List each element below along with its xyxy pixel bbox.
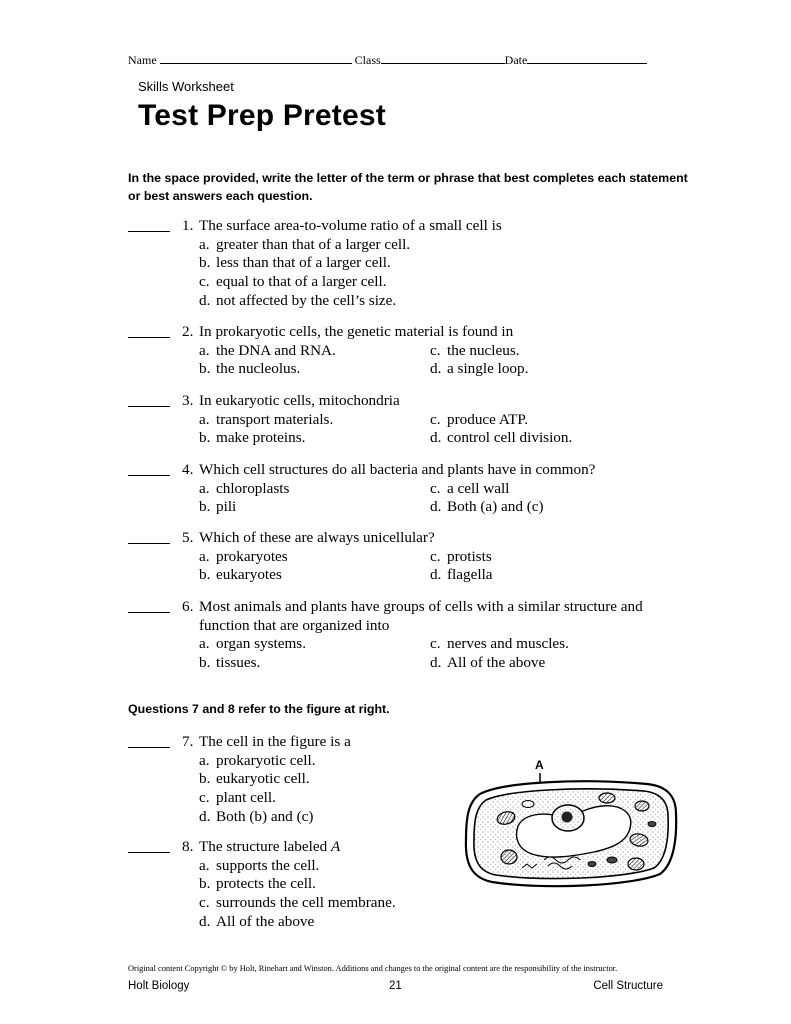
- question-stem-line: [128, 529, 688, 548]
- name-label: Name: [128, 53, 157, 67]
- question-number: 8.: [182, 838, 194, 855]
- question-text-content: function that are organized into: [199, 616, 390, 634]
- option-row: [128, 498, 688, 517]
- figure-note: Questions 7 and 8 refer to the figure at right.: [128, 702, 390, 716]
- option-row: [128, 411, 688, 430]
- option-text: a cell wall: [447, 479, 510, 497]
- option-text: produce ATP.: [447, 410, 528, 428]
- answer-blank[interactable]: [128, 838, 170, 853]
- question-text: [199, 461, 595, 480]
- answer-option: [430, 498, 544, 517]
- option-row: [128, 360, 688, 379]
- question-6: [128, 598, 688, 673]
- option-text: nerves and muscles.: [447, 635, 569, 653]
- answer-option: [199, 808, 313, 827]
- answer-option: [199, 498, 236, 517]
- option-letter: d.: [430, 498, 442, 516]
- answer-option: [199, 789, 276, 808]
- option-row: [128, 894, 688, 913]
- answer-option: [430, 411, 528, 430]
- option-text: make proteins.: [216, 429, 306, 447]
- date-label: Date: [504, 53, 528, 67]
- option-letter: a.: [199, 635, 210, 653]
- option-text: Both (b) and (c): [216, 807, 314, 825]
- option-text: organ systems.: [216, 635, 306, 653]
- question-text-content: The cell in the figure is a: [199, 733, 351, 750]
- option-letter: b.: [199, 429, 211, 447]
- plant-cell-illustration: [462, 756, 684, 892]
- option-row: [128, 635, 688, 654]
- answer-blank[interactable]: [128, 217, 170, 232]
- answer-option: [430, 566, 493, 585]
- question-4: [128, 461, 688, 517]
- question-2: [128, 323, 688, 379]
- option-text: protects the cell.: [216, 875, 316, 893]
- question-text: [199, 529, 435, 548]
- question-text-content: In prokaryotic cells, the genetic material is found in: [199, 323, 514, 340]
- option-text: greater than that of a larger cell.: [216, 235, 411, 253]
- question-stem-line: [128, 733, 688, 752]
- option-row: [128, 429, 688, 448]
- answer-option: [430, 360, 528, 379]
- answer-option: [199, 236, 410, 255]
- option-text: chloroplasts: [216, 479, 290, 497]
- answer-option: [199, 770, 310, 789]
- question-text-content: Which of these are always unicellular?: [199, 529, 435, 546]
- option-text: supports the cell.: [216, 856, 320, 874]
- answer-option: [430, 548, 492, 567]
- question-number: 7.: [182, 733, 194, 750]
- answer-option: [430, 480, 509, 499]
- option-text: prokaryotic cell.: [216, 751, 316, 769]
- answer-option: [199, 875, 316, 894]
- question-text: [199, 838, 340, 857]
- option-text: transport materials.: [216, 410, 334, 428]
- option-text: the nucleus.: [447, 341, 520, 359]
- italic-term: A: [331, 838, 341, 855]
- option-row: [128, 480, 688, 499]
- copyright-notice: Original content Copyright © by Holt, Rinehart and Winston. Additions and changes to the original content are the responsibility of the instructor.: [128, 964, 618, 973]
- option-letter: c.: [430, 635, 441, 653]
- class-label: Class: [354, 53, 381, 67]
- instructions: In the space provided, write the letter of the term or phrase that best completes each statement or best answers each question.: [128, 171, 688, 203]
- question-stem-line: [128, 323, 688, 342]
- question-text: [199, 733, 351, 752]
- worksheet-type: Skills Worksheet: [138, 79, 234, 94]
- option-text: Both (a) and (c): [447, 498, 544, 516]
- option-row: [128, 566, 688, 585]
- question-3: [128, 392, 688, 448]
- answer-option: [199, 429, 305, 448]
- option-text: All of the above: [216, 912, 315, 930]
- question-number: 4.: [182, 461, 194, 478]
- answer-blank[interactable]: [128, 529, 170, 544]
- option-letter: b.: [199, 875, 211, 893]
- option-text: plant cell.: [216, 789, 276, 807]
- option-row: [128, 342, 688, 361]
- option-text: the nucleolus.: [216, 360, 301, 378]
- option-text: eukaryotic cell.: [216, 770, 310, 788]
- answer-option: [199, 894, 396, 913]
- option-letter: d.: [199, 807, 211, 825]
- option-row: [128, 292, 688, 311]
- option-text: not affected by the cell’s size.: [216, 291, 397, 309]
- question-5: [128, 529, 688, 585]
- option-letter: d.: [199, 291, 211, 309]
- question-text-content: The structure labeled: [199, 838, 331, 855]
- page-title: Test Prep Pretest: [138, 99, 386, 132]
- answer-option: [430, 654, 545, 673]
- option-letter: d.: [430, 654, 442, 672]
- answer-option: [199, 566, 282, 585]
- name-blank[interactable]: [160, 52, 352, 64]
- option-letter: a.: [199, 479, 210, 497]
- question-text-content: The surface area-to-volume ratio of a small cell is: [199, 217, 502, 234]
- answer-option: [199, 342, 336, 361]
- question-1: [128, 217, 688, 310]
- question-text-content: In eukaryotic cells, mitochondria: [199, 392, 400, 409]
- plant-cell-figure: [462, 756, 684, 892]
- option-letter: b.: [199, 566, 211, 584]
- option-letter: a.: [199, 856, 210, 874]
- question-stem-line: [128, 217, 688, 236]
- answer-option: [199, 480, 289, 499]
- option-letter: a.: [199, 235, 210, 253]
- option-text: prokaryotes: [216, 547, 288, 565]
- option-letter: b.: [199, 360, 211, 378]
- answer-option: [199, 254, 391, 273]
- answer-option: [430, 342, 520, 361]
- answer-option: [199, 913, 314, 932]
- option-row: [128, 273, 688, 292]
- question-number: 6.: [182, 598, 194, 615]
- question-stem-line: [128, 598, 688, 617]
- option-row: [128, 236, 688, 255]
- option-row: [128, 913, 688, 932]
- answer-option: [430, 429, 572, 448]
- question-stem-line: [128, 392, 688, 411]
- answer-option: [430, 635, 569, 654]
- option-letter: a.: [199, 751, 210, 769]
- question-number: 1.: [182, 217, 194, 234]
- option-letter: c.: [430, 341, 441, 359]
- option-text: flagella: [447, 566, 493, 584]
- name-class-date-line: [128, 52, 647, 68]
- option-letter: c.: [199, 894, 210, 912]
- option-letter: b.: [199, 254, 211, 272]
- option-letter: a.: [199, 410, 210, 428]
- question-text: [199, 392, 400, 411]
- option-text: equal to that of a larger cell.: [216, 273, 387, 291]
- option-text: surrounds the cell membrane.: [216, 894, 396, 912]
- answer-blank[interactable]: [128, 733, 170, 748]
- option-letter: c.: [430, 479, 441, 497]
- question-text: [199, 323, 513, 342]
- option-letter: a.: [199, 341, 210, 359]
- option-text: pili: [216, 498, 237, 516]
- option-letter: b.: [199, 770, 211, 788]
- question-stem-line: [128, 461, 688, 480]
- date-blank[interactable]: [527, 52, 647, 64]
- question-text-content: Most animals and plants have groups of cells with a similar structure and: [199, 598, 643, 615]
- answer-option: [199, 857, 319, 876]
- option-text: tissues.: [216, 654, 261, 672]
- option-text: a single loop.: [447, 360, 529, 378]
- answer-option: [199, 273, 387, 292]
- option-text: the DNA and RNA.: [216, 341, 336, 359]
- answer-blank[interactable]: [128, 461, 170, 476]
- answer-option: [199, 411, 333, 430]
- option-text: eukaryotes: [216, 566, 282, 584]
- question-number: 5.: [182, 529, 194, 546]
- option-text: protists: [447, 547, 492, 565]
- option-row: [128, 254, 688, 273]
- option-letter: c.: [430, 547, 441, 565]
- answer-option: [199, 635, 306, 654]
- option-row: [128, 548, 688, 567]
- option-text: control cell division.: [447, 429, 573, 447]
- option-letter: d.: [430, 429, 442, 447]
- option-letter: c.: [199, 273, 210, 291]
- option-letter: d.: [430, 360, 442, 378]
- question-number: 2.: [182, 323, 194, 340]
- page-number: 21: [389, 980, 402, 992]
- nucleolus: [562, 812, 573, 823]
- question-stem-line: [128, 617, 688, 636]
- option-letter: b.: [199, 654, 211, 672]
- option-letter: a.: [199, 547, 210, 565]
- question-text-content: Which cell structures do all bacteria and plants have in common?: [199, 461, 596, 478]
- answer-blank[interactable]: [128, 392, 170, 407]
- option-text: All of the above: [447, 654, 546, 672]
- footer-chapter-title: Cell Structure: [593, 980, 663, 992]
- answer-blank[interactable]: [128, 598, 170, 613]
- question-text: [199, 598, 643, 617]
- option-letter: c.: [199, 789, 210, 807]
- figure-label-a: A: [535, 758, 544, 772]
- footer-book-title: Holt Biology: [128, 980, 190, 992]
- class-blank[interactable]: [381, 52, 505, 64]
- answer-option: [199, 548, 288, 567]
- option-letter: d.: [430, 566, 442, 584]
- option-letter: d.: [199, 912, 211, 930]
- answer-blank[interactable]: [128, 323, 170, 338]
- answer-option: [199, 654, 260, 673]
- option-letter: b.: [199, 498, 211, 516]
- question-text: [199, 617, 389, 636]
- answer-option: [199, 292, 396, 311]
- answer-option: [199, 752, 316, 771]
- option-row: [128, 654, 688, 673]
- question-text: [199, 217, 502, 236]
- answer-option: [199, 360, 300, 379]
- option-text: less than that of a larger cell.: [216, 254, 391, 272]
- option-letter: c.: [430, 410, 441, 428]
- question-number: 3.: [182, 392, 194, 409]
